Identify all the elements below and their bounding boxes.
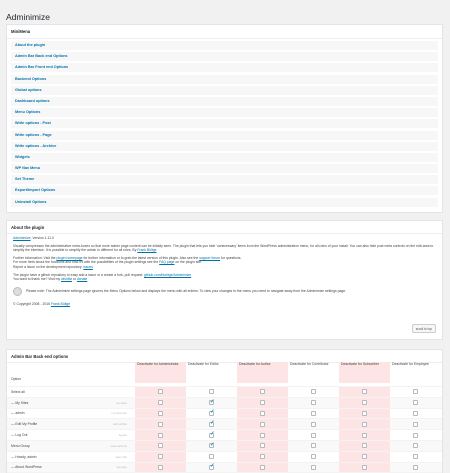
minimenu-title: MiniMenu — [7, 25, 442, 39]
checkbox[interactable] — [260, 422, 265, 427]
checkbox-cell — [288, 398, 339, 408]
checkbox[interactable] — [158, 465, 163, 470]
table-header-row — [7, 362, 442, 387]
checkbox[interactable] — [413, 454, 418, 459]
checkbox-cell — [186, 463, 237, 473]
checkbox-cell — [288, 452, 339, 462]
checkbox-checked[interactable] — [209, 411, 214, 416]
version-text: , Version 1.11.0 — [30, 236, 54, 240]
about-version — [13, 236, 436, 241]
option-label — [7, 441, 135, 451]
minimenu-list — [7, 39, 442, 207]
checkbox-cell — [186, 452, 237, 462]
column-header: Deactivate for Administrator — [135, 362, 186, 383]
option-label-text: Select all — [11, 389, 25, 394]
checkbox-cell — [288, 441, 339, 451]
table-row — [7, 419, 442, 430]
option-label — [7, 419, 135, 429]
checkbox-cell — [339, 441, 390, 451]
checkbox[interactable] — [311, 443, 316, 448]
settings-notice — [13, 287, 436, 296]
checkbox[interactable] — [209, 389, 214, 394]
checkbox-cell — [135, 387, 186, 397]
minimenu-item-set-theme[interactable]: Set Theme — [11, 175, 438, 184]
checkbox-cell — [237, 452, 288, 462]
minimenu-item-export-import[interactable]: Export/Import Options — [11, 186, 438, 195]
checkbox[interactable] — [362, 422, 367, 427]
checkbox-cell — [288, 419, 339, 429]
minimenu-item-write-post[interactable]: Write options - Post — [11, 119, 438, 128]
checkbox-cell — [237, 419, 288, 429]
wishlist-link[interactable]: wishlist — [61, 277, 72, 282]
minimenu-item-write-archive[interactable]: Write options - Archive — [11, 142, 438, 151]
checkbox[interactable] — [260, 389, 265, 394]
checkbox[interactable] — [362, 433, 367, 438]
checkbox[interactable] — [158, 433, 163, 438]
option-label — [7, 387, 135, 397]
option-label-text: — Howdy, admin — [11, 454, 37, 459]
minimenu-item-about[interactable]: About the plugin — [11, 41, 438, 50]
checkbox[interactable] — [311, 389, 316, 394]
about-title: About the plugin — [7, 221, 442, 234]
checkbox-cell — [135, 463, 186, 473]
checkbox-cell — [135, 452, 186, 462]
checkbox-cell — [288, 409, 339, 419]
table-row — [7, 452, 442, 463]
about-further — [13, 256, 436, 270]
minimenu-item-menu[interactable]: Menu Options — [11, 108, 438, 117]
table-row — [7, 430, 442, 441]
checkbox[interactable] — [362, 411, 367, 416]
checkbox-checked[interactable] — [209, 433, 214, 438]
checkbox[interactable] — [260, 465, 265, 470]
checkbox[interactable] — [413, 422, 418, 427]
about-box — [6, 220, 443, 340]
checkbox-cell — [390, 409, 441, 419]
checkbox-cell — [339, 419, 390, 429]
plugin-link[interactable]: Adminimize — [13, 236, 31, 240]
further-text-b: for further information or to grab the latest version of this plugin. Also see the — [82, 255, 200, 260]
checkbox-cell — [339, 430, 390, 440]
checkbox[interactable] — [158, 454, 163, 459]
checkbox-cell — [135, 398, 186, 408]
checkbox-cell — [390, 452, 441, 462]
checkbox-cell — [390, 430, 441, 440]
checkbox-checked[interactable] — [209, 443, 214, 448]
author-link[interactable]: Frank Bültge — [137, 248, 157, 253]
copyright-author-link[interactable]: Frank Bültge — [50, 301, 71, 306]
column-header: Deactivate for Author — [237, 362, 288, 383]
minimenu-item-admin-bar-back[interactable]: Admin Bar Back end Options — [11, 52, 438, 61]
checkbox-cell — [339, 387, 390, 397]
option-slug: logout — [118, 433, 127, 438]
copyright — [13, 302, 436, 307]
support-forum-link[interactable]: support forum — [199, 255, 221, 260]
column-header: Deactivate for Editor — [188, 362, 219, 366]
checkbox-cell — [390, 398, 441, 408]
checkbox[interactable] — [362, 443, 367, 448]
about-body — [7, 234, 442, 311]
option-label-text: Menu Group — [11, 443, 30, 448]
checkbox[interactable] — [413, 443, 418, 448]
option-label — [7, 398, 135, 408]
checkbox-cell — [186, 430, 237, 440]
option-label — [7, 452, 135, 462]
checkbox[interactable] — [260, 454, 265, 459]
faq-link[interactable]: FAQ page — [159, 260, 175, 265]
checkbox[interactable] — [158, 443, 163, 448]
option-label — [7, 430, 135, 440]
checkbox-cell — [237, 430, 288, 440]
about-description — [13, 244, 436, 253]
checkbox[interactable] — [362, 465, 367, 470]
checkbox[interactable] — [158, 411, 163, 416]
checkbox[interactable] — [260, 433, 265, 438]
table-row — [7, 409, 442, 420]
description-by: By — [131, 248, 138, 253]
checkbox-cell — [237, 441, 288, 451]
issues-link[interactable]: issues — [83, 264, 93, 269]
faq-text-a: For more hints about the functions and how it's with the possibilities of the plugin settings see the — [13, 260, 160, 265]
further-text-c: for questions. — [220, 255, 242, 260]
table-row — [7, 398, 442, 409]
option-slug: edit-profile — [112, 422, 127, 427]
checkbox-cell — [390, 441, 441, 451]
checkbox[interactable] — [260, 443, 265, 448]
checkbox[interactable] — [362, 454, 367, 459]
option-label-text: — Log Out — [11, 433, 28, 438]
checkbox[interactable] — [158, 400, 163, 405]
minimenu-item-nav-menu[interactable]: WP Nav Menu — [11, 164, 438, 173]
checkbox-cell — [339, 409, 390, 419]
donate-link[interactable]: donate — [76, 277, 88, 282]
plugin-homepage-link[interactable]: plugin homepage — [56, 255, 83, 260]
checkbox-cell — [186, 398, 237, 408]
checkbox[interactable] — [209, 454, 214, 459]
checkbox-cell — [237, 409, 288, 419]
minimenu-item-global[interactable]: Global options — [11, 86, 438, 95]
checkbox[interactable] — [158, 422, 163, 427]
option-header: Option — [11, 376, 21, 381]
checkbox[interactable] — [260, 400, 265, 405]
minimenu-item-uninstall[interactable]: Uninstall Options — [11, 198, 438, 207]
checkbox[interactable] — [311, 433, 316, 438]
issue-text: Report a issue on the development repository: — [13, 264, 84, 269]
checkbox-cell — [186, 419, 237, 429]
checkbox-cell — [339, 452, 390, 462]
checkbox-cell — [288, 430, 339, 440]
checkbox[interactable] — [362, 389, 367, 394]
thanks-text-b: or — [72, 277, 77, 282]
column-header: Deactivate for Contributor — [290, 362, 329, 366]
option-label-text: — About WordPress — [11, 465, 42, 470]
minimenu-item-widgets[interactable]: Widgets — [11, 153, 438, 162]
option-slug: user-actions — [110, 443, 127, 448]
options-table — [7, 362, 442, 473]
checkbox[interactable] — [260, 411, 265, 416]
checkbox[interactable] — [311, 400, 316, 405]
checkbox-cell — [237, 398, 288, 408]
checkbox[interactable] — [311, 465, 316, 470]
checkbox-cell — [135, 409, 186, 419]
option-slug: my-sites — [115, 400, 127, 405]
checkbox-cell — [186, 409, 237, 419]
scroll-to-top-button[interactable]: scroll to top — [412, 324, 436, 333]
table-row — [7, 463, 442, 473]
option-label-text: — My Sites — [11, 400, 29, 405]
notice-text: Please note: The Adminimize settings page ignores the Menu Options below and displays the menu with all entries. To view your changes to the menu you need to navigate away from the Adminimize settings page. — [26, 288, 347, 293]
checkbox[interactable] — [311, 454, 316, 459]
description-text: Visually compresses the administrative meta-boxes so that more admin page content can be initially seen. The plugin that lets you hide 'unnecessary' items from the WordPress administration menu, for all roles of your install. You can also hide post meta controls on the edit-area to simplify the interface. It is possible to simplify the admin in different for all roles. — [13, 243, 434, 253]
checkbox-cell — [135, 441, 186, 451]
checkbox[interactable] — [413, 465, 418, 470]
option-label — [7, 409, 135, 419]
thanks-text-a: You want to thank me? Visit my — [13, 277, 62, 282]
checkbox-cell — [135, 419, 186, 429]
github-link[interactable]: github.com/bueltge/Adminimize — [144, 272, 192, 277]
checkbox-cell — [135, 430, 186, 440]
table-row — [7, 441, 442, 452]
admin-bar-backend-title: Admin Bar Back end options — [7, 350, 442, 363]
checkbox[interactable] — [413, 400, 418, 405]
checkbox[interactable] — [158, 389, 163, 394]
checkbox-cell — [288, 387, 339, 397]
checkbox-cell — [339, 398, 390, 408]
column-header: Deactivate for Employee — [392, 362, 429, 366]
minimenu-item-admin-bar-front[interactable]: Admin Bar Front end Options — [11, 63, 438, 72]
minimenu-item-dashboard[interactable]: Dashboard options — [11, 97, 438, 106]
page-title: Adminimize — [6, 11, 50, 22]
further-text-a: Further information: Visit the — [13, 255, 57, 260]
option-slug: user-info — [115, 454, 127, 459]
minimenu-item-backend[interactable]: Backend Options — [11, 75, 438, 84]
about-github — [13, 273, 436, 282]
checkbox-cell — [186, 441, 237, 451]
checkbox-cell — [237, 463, 288, 473]
admin-bar-backend-box — [6, 349, 443, 473]
option-label-text: — Edit My Profile — [11, 422, 38, 427]
column-header: Deactivate for Subscriber — [339, 362, 390, 383]
checkbox-cell — [186, 387, 237, 397]
faq-text-b: on the plugin site. — [174, 260, 202, 265]
checkbox-checked[interactable] — [209, 400, 214, 405]
table-row — [7, 387, 442, 398]
github-text: The plugin have a github repository to easy add a issue or a create a fork, pull request: — [13, 272, 144, 277]
checkbox[interactable] — [362, 400, 367, 405]
minimenu-item-write-page[interactable]: Write options - Page — [11, 131, 438, 140]
option-label-text: — admin — [11, 411, 25, 416]
checkbox[interactable] — [413, 411, 418, 416]
checkbox-cell — [288, 463, 339, 473]
checkbox[interactable] — [311, 422, 316, 427]
info-icon — [13, 287, 22, 296]
checkbox[interactable] — [311, 411, 316, 416]
option-slug: wp-logo — [116, 465, 127, 470]
checkbox-cell — [390, 463, 441, 473]
checkbox-checked[interactable] — [209, 465, 214, 470]
option-label — [7, 463, 135, 473]
checkbox-cell — [237, 387, 288, 397]
checkbox[interactable] — [413, 433, 418, 438]
minimenu-box — [6, 24, 443, 213]
checkbox-cell — [390, 419, 441, 429]
copyright-text: © Copyright 2008 - 2016 — [13, 301, 51, 306]
checkbox-cell — [339, 463, 390, 473]
checkbox-cell — [390, 387, 441, 397]
checkbox[interactable] — [413, 389, 418, 394]
option-slug: my-account — [111, 411, 127, 416]
checkbox-checked[interactable] — [209, 422, 214, 427]
